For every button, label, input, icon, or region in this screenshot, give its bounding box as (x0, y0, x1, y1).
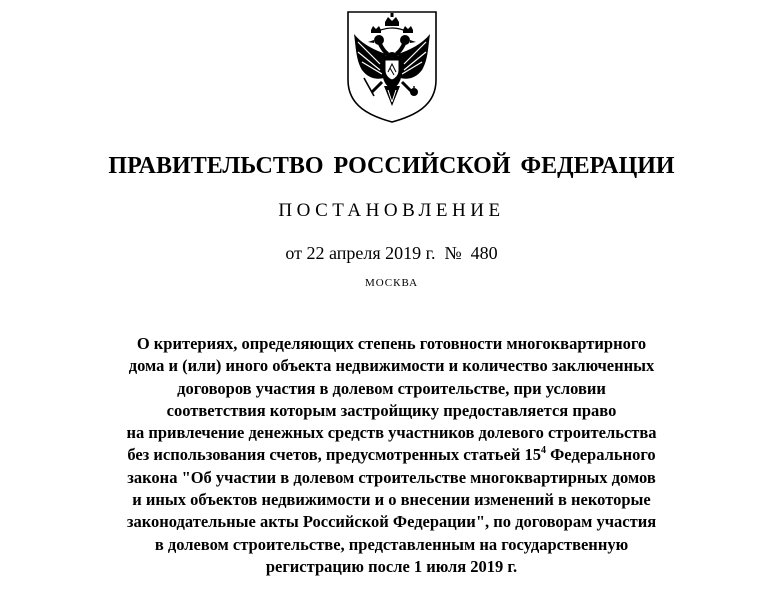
title-line: на привлечение денежных средств участников долевого строительства (126, 423, 657, 443)
title-line: законодательные акты Российской Федерации", по договорам участия (126, 512, 657, 532)
coat-of-arms-emblem (344, 8, 440, 126)
title-line: закона "Об участии в долевом строительстве многоквартирных домов (127, 467, 656, 487)
document-type: ПОСТАНОВЛЕНИЕ (278, 200, 505, 221)
government-title: ПРАВИТЕЛЬСТВО РОССИЙСКОЙ ФЕДЕРАЦИИ (108, 153, 675, 179)
title-line-with-superscript (0, 444, 783, 466)
title-line: дома и (или) иного объекта недвижимости и количество заключенных (128, 356, 655, 376)
title-line: регистрацию после 1 июля 2019 г. (265, 556, 518, 576)
document-title (0, 333, 783, 578)
title-line: и иных объектов недвижимости и о внесении изменений в некоторые (132, 490, 651, 510)
title-line: О критериях, определяющих степень готовности многоквартирного (136, 334, 647, 353)
title-line-part: без использования счетов, предусмотренных статьей 15 (127, 445, 541, 465)
article-superscript: 4 (540, 445, 546, 457)
title-line-part: Федерального (545, 445, 656, 465)
document-date-number: от 22 апреля 2019 г. № 480 (285, 243, 498, 263)
title-line: соответствия которым застройщику предоставляется право (166, 400, 617, 420)
title-line: в долевом строительстве, представленным на государственную (154, 534, 629, 554)
title-line: договоров участия в долевом строительстве, при условии (177, 378, 606, 398)
document-city: МОСКВА (364, 277, 419, 289)
